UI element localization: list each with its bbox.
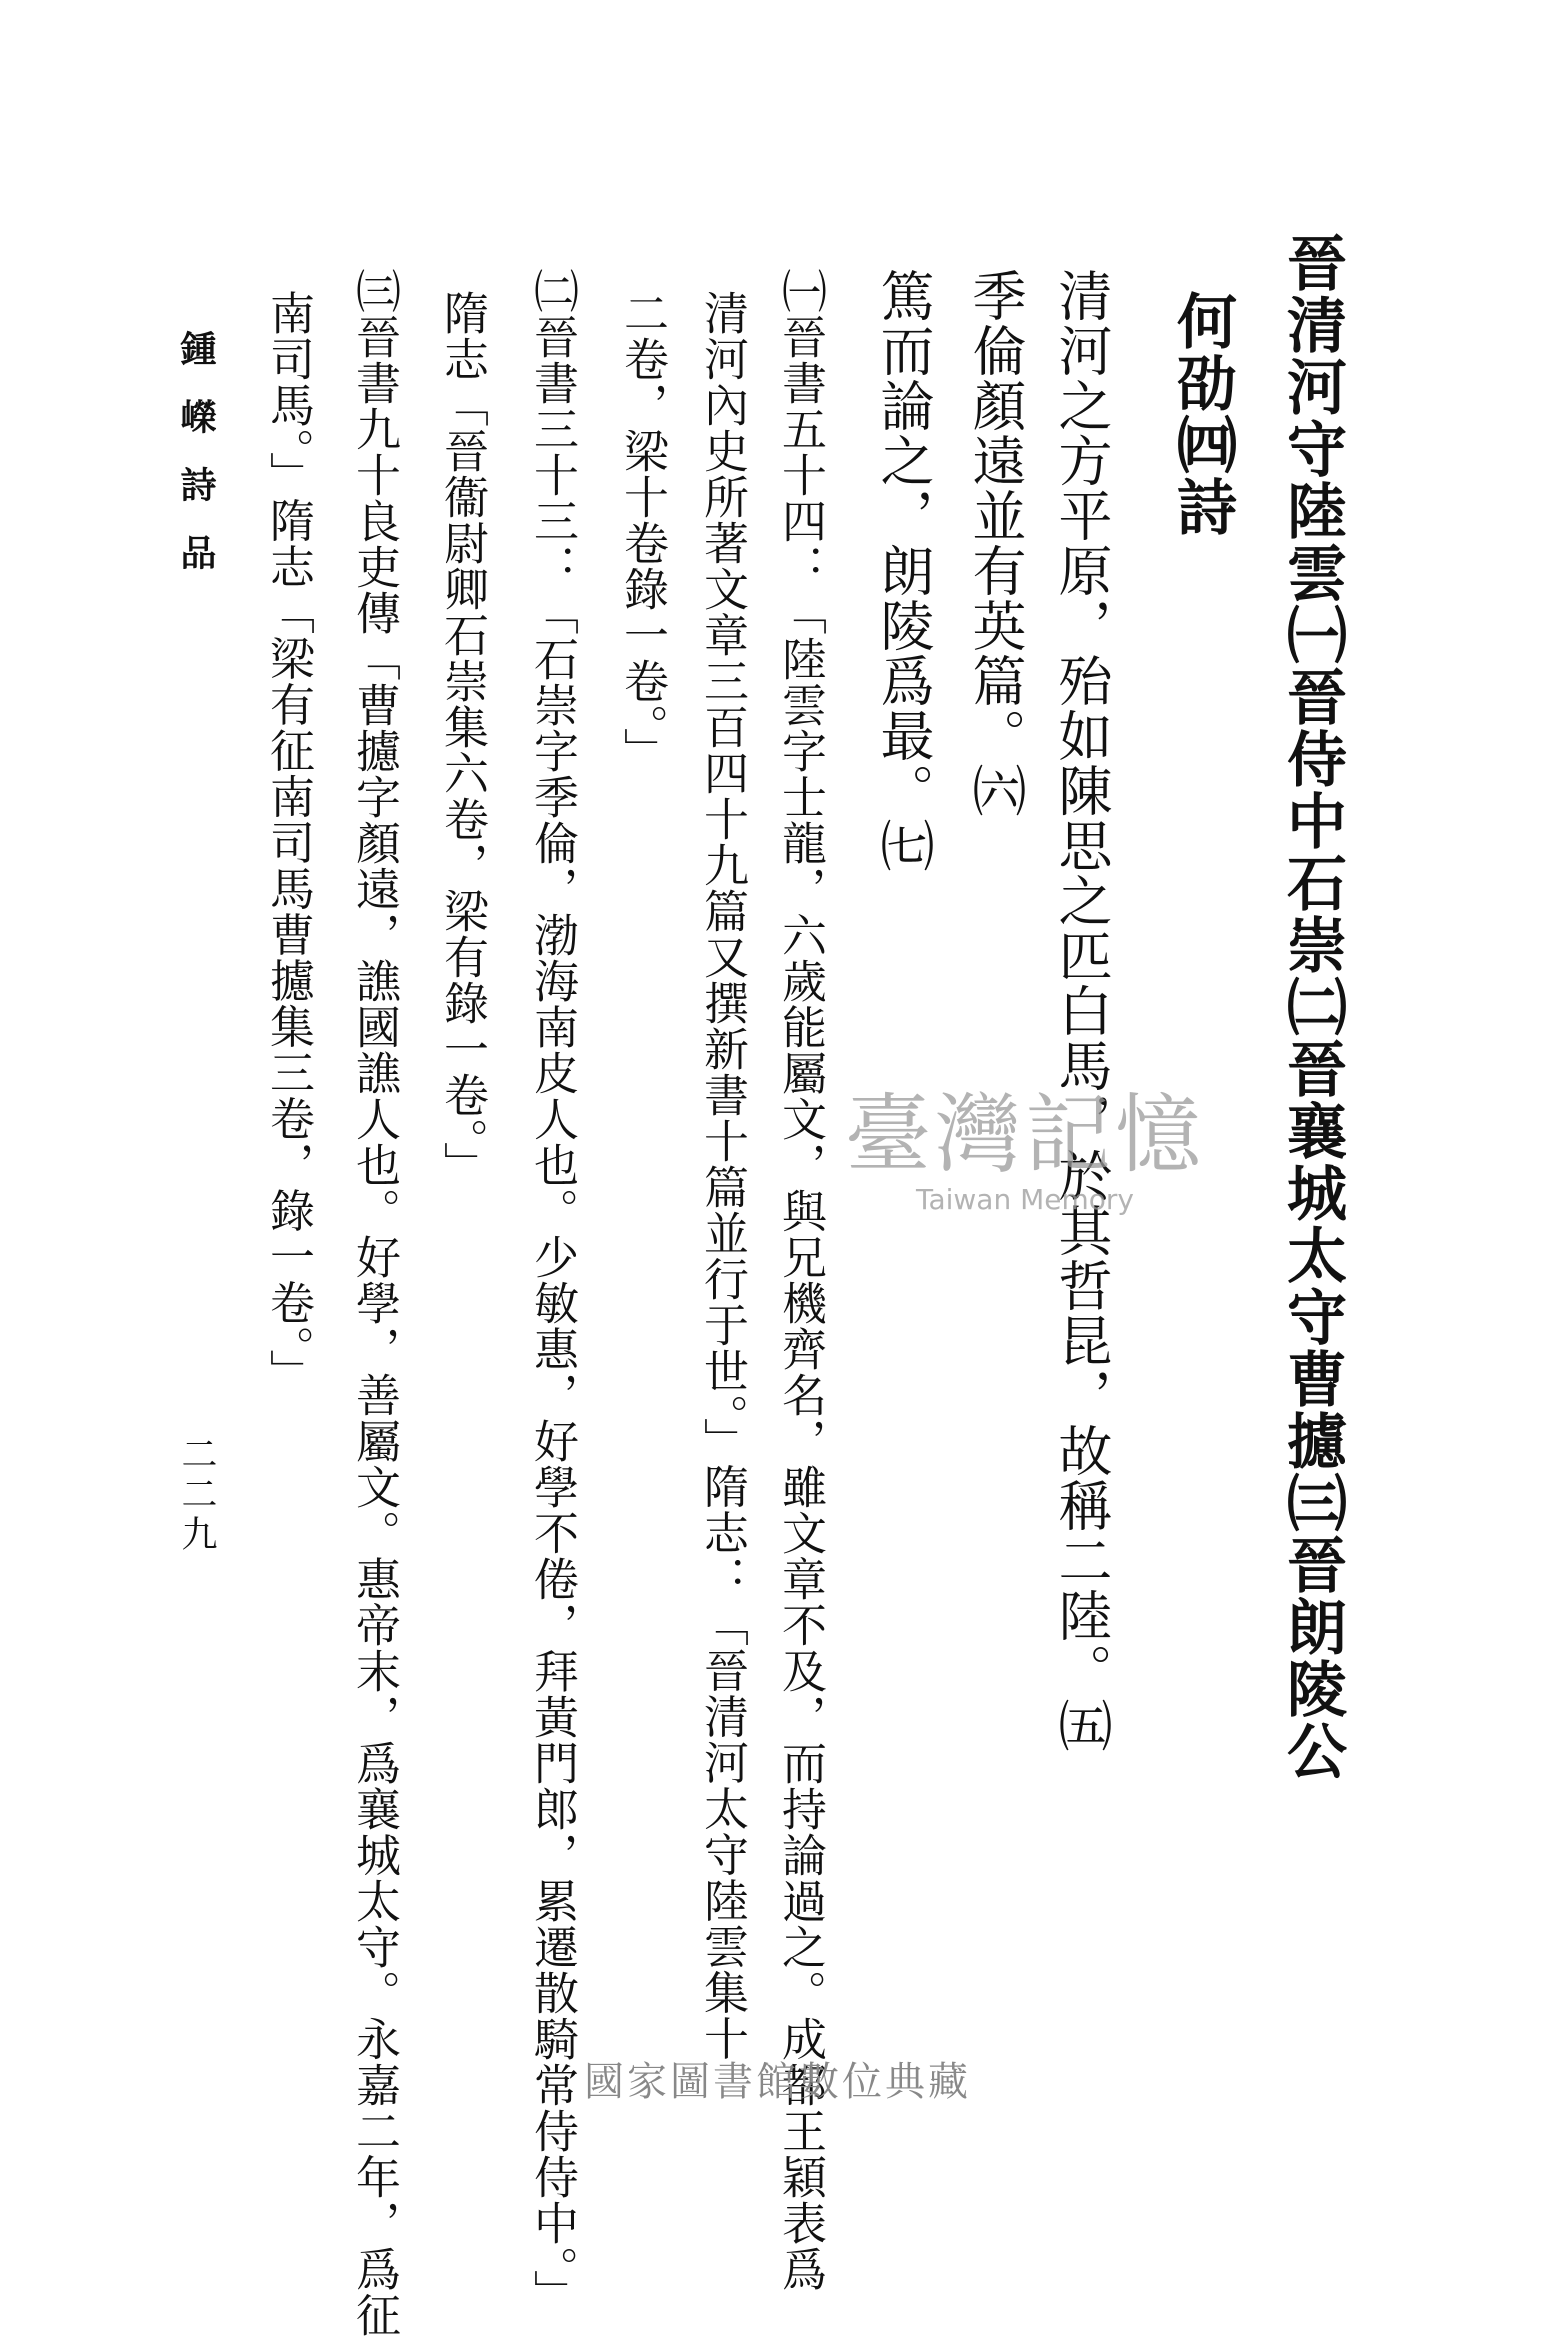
note-1-line-1: ㈠晉書五十四：「陸雲字士龍，六歲能屬文，與兄機齊名，雖文章不及，而持論過之。成都王穎表爲 [774, 268, 827, 2292]
note-2-line-2: 隋志「晉衞尉卿石崇集六卷，梁有錄一卷。」 [436, 290, 489, 1188]
note-3-line-2: 南司馬。」隋志「梁有征南司馬曹攄集三卷，錄一卷。」 [262, 290, 315, 1395]
page-number: 二二九 [176, 1435, 217, 1555]
watermark-english: Taiwan Memory [916, 1183, 1134, 1216]
book-title: 鍾嶸詩品 [175, 330, 217, 602]
body-line-3: 篤而論之，朗陵爲最。㈦ [872, 268, 935, 873]
heading-line-2: 何劭㈣詩 [1167, 290, 1237, 538]
body-line-1: 清河之方平原，殆如陳思之匹白馬，於其哲昆，故稱二陸。㈤ [1050, 268, 1113, 1753]
note-3-line-1: ㈢晉書九十良吏傳「曹攄字顏遠，譙國譙人也。好學，善屬文。惠帝末，爲襄城太守。永嘉二年，爲征 [348, 268, 401, 2338]
footer-credit: 國家圖書館數位典藏 [584, 2059, 971, 2105]
note-1-line-3: 二卷，梁十卷錄一卷。」 [616, 290, 669, 774]
note-2-line-1: ㈡晉書三十三：「石崇字季倫，渤海南皮人也。少敏惠，好學不倦，拜黃門郎，累遷散騎常侍侍中。」 [526, 268, 579, 2316]
watermark-logo [825, 1065, 1225, 1216]
heading-line-1: 晉清河守陸雲㈠晉侍中石崇㈡晉襄城太守曹攄㈢晉朗陵公 [1277, 232, 1347, 1782]
body-line-2: 季倫顏遠並有英篇。㈥ [964, 268, 1027, 818]
watermark-chinese: 臺灣記憶 [845, 1085, 1205, 1185]
note-1-line-2: 清河內史所著文章三百四十九篇又撰新書十篇並行于世。」隋志：「晉清河太守陸雲集十 [696, 290, 749, 2062]
